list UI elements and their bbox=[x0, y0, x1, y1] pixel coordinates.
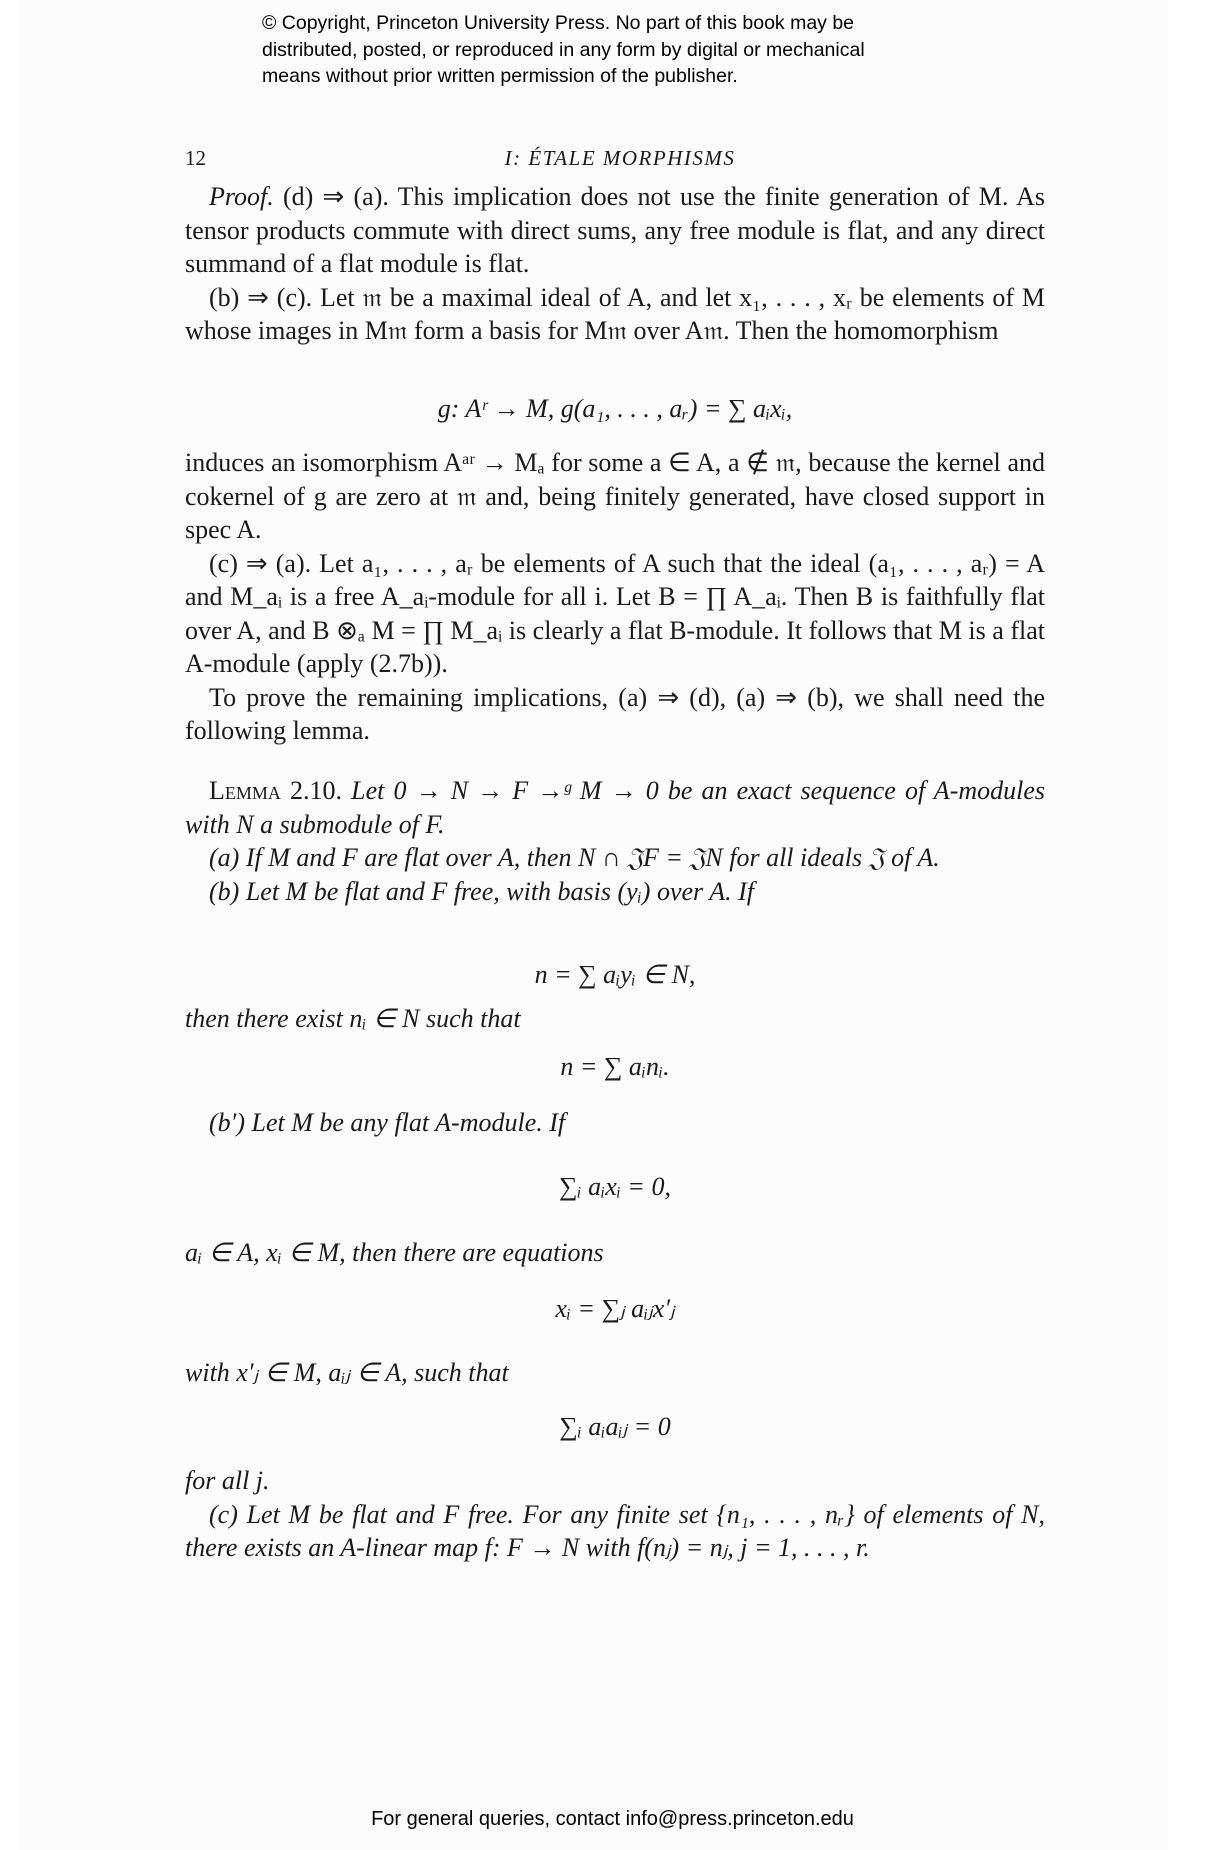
lemma-part-bprime-block bbox=[185, 1106, 1045, 1140]
equation-bp3: ∑ᵢ aᵢaᵢⱼ = 0 bbox=[559, 1412, 671, 1441]
proof-paragraph-4: (c) ⇒ (a). Let a₁, . . . , aᵣ be elements of A such that the ideal (a₁, . . . , aᵣ) = A and M_aᵢ is a free A_aᵢ-module for all i. Let B = ∏ A_aᵢ. Then B is faithfully flat over A, and B ⊗ₐ M = ∏ M_aᵢ is clearly a flat B-module. It follows that M is a flat A-module (apply (2.7b)). bbox=[185, 548, 1045, 678]
proof-block bbox=[185, 180, 1045, 348]
copyright-line: means without prior written permission of the publisher. bbox=[262, 65, 738, 87]
lemma-part-b: (b) Let M be flat and F free, with basis (yᵢ) over A. If bbox=[209, 876, 754, 906]
lemma-bp-then-text: aᵢ ∈ A, xᵢ ∈ M, then there are equations bbox=[185, 1238, 604, 1267]
lemma-bp-forall-block bbox=[185, 1464, 1045, 1565]
lemma-part-bprime: (b′) Let M be any flat A-module. If bbox=[209, 1108, 566, 1137]
proof-p1-text: (d) ⇒ (a). This implication does not use the finite generation of M. As tensor products commute with direct sums, any free module is flat, and any direct summand of a flat module is flat. bbox=[185, 182, 1045, 278]
proof-label: Proof. bbox=[209, 182, 274, 211]
equation-b2: n = ∑ aᵢnᵢ. bbox=[560, 1052, 670, 1081]
proof-block-continued bbox=[185, 446, 1045, 748]
equation-b1: n = ∑ aᵢyᵢ ∈ N, bbox=[534, 960, 696, 989]
copyright-notice bbox=[262, 10, 982, 90]
proof-paragraph-1 bbox=[185, 180, 1045, 281]
copyright-line: distributed, posted, or reproduced in any form by digital or mechanical bbox=[262, 38, 865, 61]
copyright-line: © Copyright, Princeton University Press. No part of this book may be bbox=[262, 12, 855, 34]
lemma-bp-then bbox=[185, 1236, 1045, 1270]
equation-bp2: xᵢ = ∑ⱼ aᵢⱼx′ⱼ bbox=[555, 1294, 675, 1323]
lemma-b-then-text: then there exist nᵢ ∈ N such that bbox=[185, 1004, 521, 1033]
equation-bp1: ∑ᵢ aᵢxᵢ = 0, bbox=[559, 1172, 671, 1201]
lemma-part-a: (a) If M and F are flat over A, then N ∩ 𝔍F = 𝔍N for all ideals 𝔍 of A. bbox=[209, 843, 940, 872]
footer-contact: For general queries, contact info@press.princeton.edu bbox=[371, 1808, 854, 1830]
page-number: 12 bbox=[185, 146, 206, 170]
running-header bbox=[185, 146, 1055, 176]
running-title: I: ÉTALE MORPHISMS bbox=[504, 146, 736, 170]
proof-paragraph-2: (b) ⇒ (c). Let 𝔪 be a maximal ideal of A, and let x₁, . . . , xᵣ be elements of M whose images in M𝔪 form a basis for M𝔪 over A𝔪. Then the homomorphism bbox=[185, 282, 1045, 345]
lemma-bp-with-text: with x′ⱼ ∈ M, aᵢⱼ ∈ A, such that bbox=[185, 1358, 509, 1387]
proof-paragraph-3: induces an isomorphism Aᵃʳ → Mₐ for some a ∈ A, a ∉ 𝔪, because the kernel and cokernel of g are zero at 𝔪 and, being finitely generated, have closed support in spec A. bbox=[185, 448, 1045, 544]
equation-homomorphism: g: Aʳ → M, g(a₁, . . . , aᵣ) = ∑ aᵢxᵢ, bbox=[437, 394, 793, 423]
lemma-bp-forall: for all j. bbox=[185, 1466, 270, 1495]
lemma-bp-with bbox=[185, 1356, 1045, 1390]
lemma-part-c: (c) Let M be flat and F free. For any finite set {n₁, . . . , nᵣ} of elements of N, there exists an A-linear map f: F → N with f(nⱼ) = nⱼ, j = 1, . . . , r. bbox=[185, 1499, 1045, 1562]
lemma-statement-text: Let 0 → N → F →ᵍ M → 0 be an exact sequence of A-modules with N a submodule of F. bbox=[185, 776, 1046, 839]
lemma-statement bbox=[185, 774, 1045, 841]
proof-paragraph-5: To prove the remaining implications, (a) ⇒ (d), (a) ⇒ (b), we shall need the following lemma. bbox=[185, 682, 1045, 745]
lemma-b-then bbox=[185, 1002, 1045, 1036]
lemma-label: Lemma 2.10. bbox=[209, 776, 343, 805]
lemma-block bbox=[185, 774, 1045, 908]
